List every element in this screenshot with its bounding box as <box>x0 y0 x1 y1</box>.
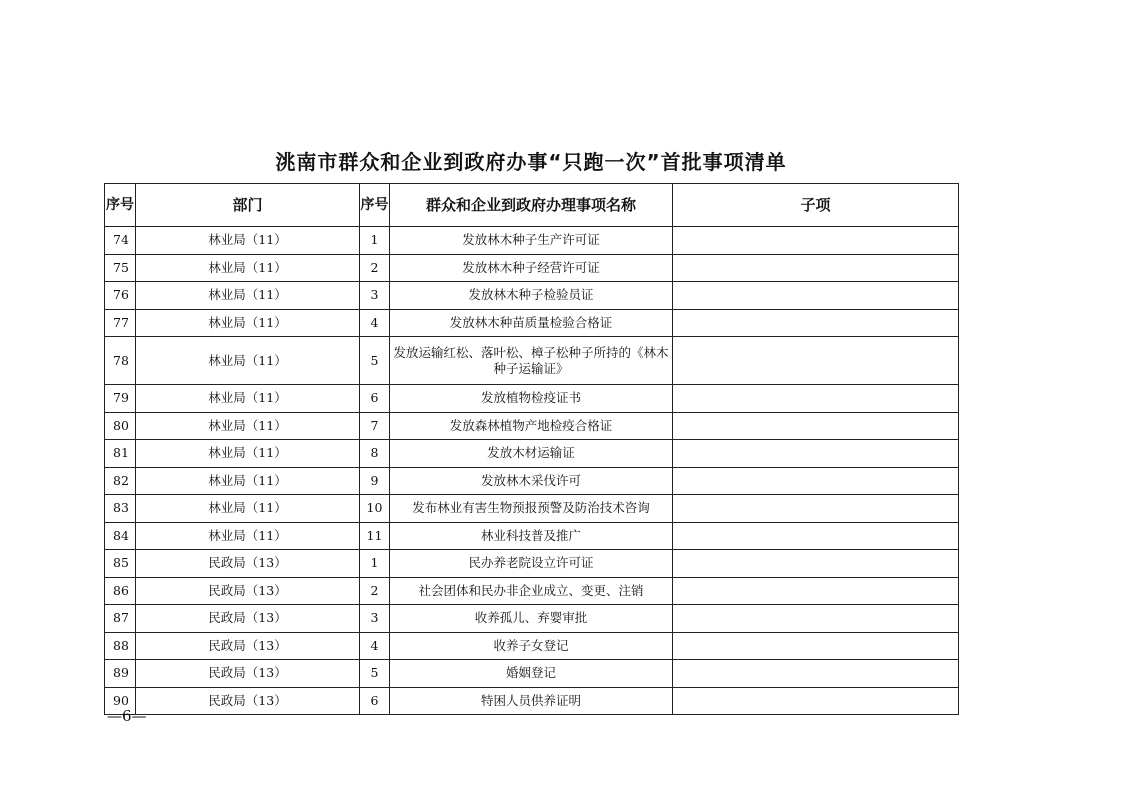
cell-item-name: 发放木材运输证 <box>390 440 673 468</box>
cell-department: 林业局（11） <box>136 309 360 337</box>
table-row <box>105 522 959 550</box>
cell-seq: 82 <box>105 467 136 495</box>
cell-sub-seq: 7 <box>360 412 390 440</box>
cell-item-name: 收养孤儿、弃婴审批 <box>390 605 673 633</box>
cell-sub-item <box>673 282 959 310</box>
cell-item-name: 社会团体和民办非企业成立、变更、注销 <box>390 577 673 605</box>
cell-sub-item <box>673 550 959 578</box>
cell-item-name: 林业科技普及推广 <box>390 522 673 550</box>
table-header-row <box>105 184 959 227</box>
cell-sub-item <box>673 412 959 440</box>
cell-sub-seq: 5 <box>360 660 390 688</box>
cell-sub-item <box>673 495 959 523</box>
header-seq-b: 序号 <box>360 184 390 227</box>
cell-item-name: 发放森林植物产地检疫合格证 <box>390 412 673 440</box>
cell-item-name: 民办养老院设立许可证 <box>390 550 673 578</box>
cell-sub-seq: 11 <box>360 522 390 550</box>
cell-seq: 76 <box>105 282 136 310</box>
cell-seq: 77 <box>105 309 136 337</box>
table-row <box>105 385 959 413</box>
cell-seq: 84 <box>105 522 136 550</box>
header-item-name: 群众和企业到政府办理事项名称 <box>390 184 673 227</box>
cell-department: 民政局（13） <box>136 660 360 688</box>
cell-seq: 87 <box>105 605 136 633</box>
table-row <box>105 412 959 440</box>
table-row <box>105 282 959 310</box>
cell-department: 林业局（11） <box>136 254 360 282</box>
table-row <box>105 687 959 715</box>
cell-seq: 85 <box>105 550 136 578</box>
table-row <box>105 467 959 495</box>
table-row <box>105 309 959 337</box>
cell-sub-seq: 2 <box>360 254 390 282</box>
cell-seq: 79 <box>105 385 136 413</box>
cell-sub-seq: 4 <box>360 309 390 337</box>
cell-sub-seq: 10 <box>360 495 390 523</box>
cell-department: 林业局（11） <box>136 282 360 310</box>
cell-department: 民政局（13） <box>136 687 360 715</box>
table-row <box>105 495 959 523</box>
table-row <box>105 440 959 468</box>
cell-department: 民政局（13） <box>136 632 360 660</box>
cell-sub-seq: 6 <box>360 687 390 715</box>
cell-department: 林业局（11） <box>136 467 360 495</box>
cell-sub-seq: 3 <box>360 282 390 310</box>
cell-sub-item <box>673 309 959 337</box>
cell-sub-item <box>673 687 959 715</box>
cell-seq: 90 <box>105 687 136 715</box>
header-sub-item: 子项 <box>673 184 959 227</box>
cell-department: 民政局（13） <box>136 605 360 633</box>
cell-sub-item <box>673 337 959 385</box>
cell-seq: 80 <box>105 412 136 440</box>
table-row <box>105 254 959 282</box>
header-seq-a: 序号 <box>105 184 136 227</box>
cell-department: 林业局（11） <box>136 440 360 468</box>
table-row <box>105 550 959 578</box>
cell-item-name: 特困人员供养证明 <box>390 687 673 715</box>
cell-department: 民政局（13） <box>136 577 360 605</box>
cell-department: 林业局（11） <box>136 227 360 255</box>
cell-sub-item <box>673 660 959 688</box>
cell-item-name: 发放植物检疫证书 <box>390 385 673 413</box>
cell-sub-seq: 1 <box>360 227 390 255</box>
header-department: 部门 <box>136 184 360 227</box>
cell-department: 民政局（13） <box>136 550 360 578</box>
cell-sub-item <box>673 227 959 255</box>
cell-sub-seq: 4 <box>360 632 390 660</box>
cell-sub-seq: 5 <box>360 337 390 385</box>
table-row <box>105 227 959 255</box>
document-title: 洮南市群众和企业到政府办事“只跑一次”首批事项清单 <box>275 150 787 174</box>
cell-sub-item <box>673 440 959 468</box>
cell-seq: 83 <box>105 495 136 523</box>
cell-item-name: 发放林木种苗质量检验合格证 <box>390 309 673 337</box>
page-number: —6— <box>107 707 147 725</box>
cell-department: 林业局（11） <box>136 495 360 523</box>
cell-item-name: 婚姻登记 <box>390 660 673 688</box>
cell-seq: 74 <box>105 227 136 255</box>
cell-item-name: 发放林木种子检验员证 <box>390 282 673 310</box>
cell-sub-seq: 6 <box>360 385 390 413</box>
cell-sub-seq: 8 <box>360 440 390 468</box>
cell-item-name: 发放运输红松、落叶松、樟子松种子所持的《林木种子运输证》 <box>390 337 673 385</box>
cell-sub-seq: 9 <box>360 467 390 495</box>
cell-item-name: 发放林木采伐许可 <box>390 467 673 495</box>
table-row <box>105 577 959 605</box>
cell-sub-seq: 2 <box>360 577 390 605</box>
cell-seq: 86 <box>105 577 136 605</box>
cell-sub-seq: 3 <box>360 605 390 633</box>
cell-seq: 75 <box>105 254 136 282</box>
cell-item-name: 发放林木种子经营许可证 <box>390 254 673 282</box>
table-body <box>105 227 959 715</box>
table-row <box>105 337 959 385</box>
table-row <box>105 632 959 660</box>
cell-sub-item <box>673 605 959 633</box>
cell-sub-seq: 1 <box>360 550 390 578</box>
items-table <box>104 183 959 715</box>
table-row <box>105 660 959 688</box>
cell-sub-item <box>673 632 959 660</box>
cell-seq: 81 <box>105 440 136 468</box>
cell-sub-item <box>673 385 959 413</box>
cell-department: 林业局（11） <box>136 385 360 413</box>
cell-sub-item <box>673 467 959 495</box>
cell-department: 林业局（11） <box>136 522 360 550</box>
cell-department: 林业局（11） <box>136 412 360 440</box>
cell-item-name: 发放林木种子生产许可证 <box>390 227 673 255</box>
table-row <box>105 605 959 633</box>
cell-sub-item <box>673 522 959 550</box>
cell-item-name: 收养子女登记 <box>390 632 673 660</box>
cell-department: 林业局（11） <box>136 337 360 385</box>
cell-seq: 89 <box>105 660 136 688</box>
cell-seq: 88 <box>105 632 136 660</box>
cell-sub-item <box>673 254 959 282</box>
cell-seq: 78 <box>105 337 136 385</box>
cell-item-name: 发布林业有害生物预报预警及防治技术咨询 <box>390 495 673 523</box>
cell-sub-item <box>673 577 959 605</box>
